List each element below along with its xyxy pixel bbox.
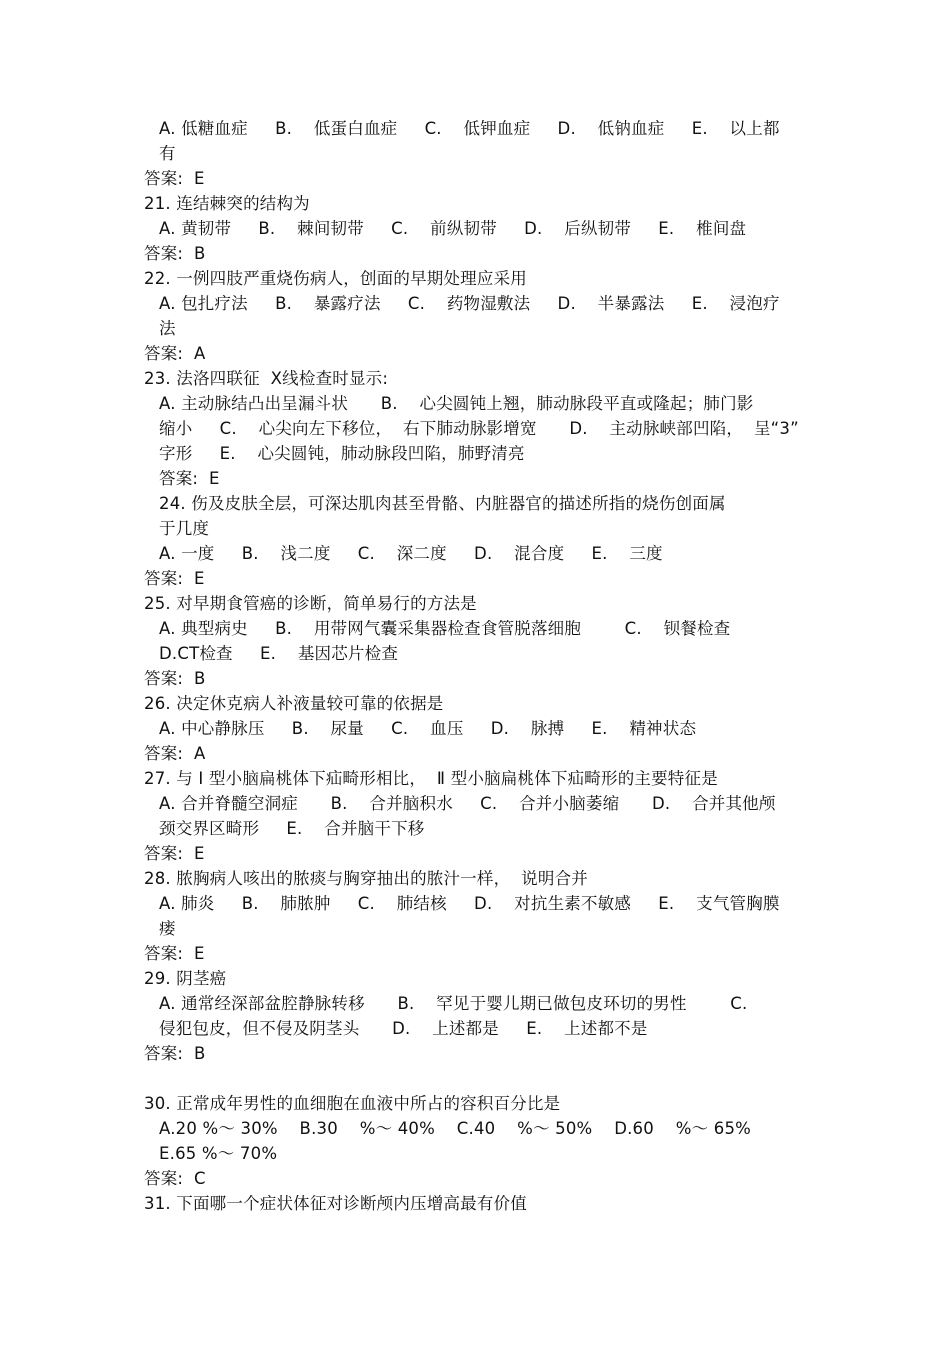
answer-line: 答案: A bbox=[144, 344, 206, 363]
question-line: 30. 正常成年男性的血细胞在血液中所占的容积百分比是 bbox=[144, 1094, 561, 1113]
question-line: 25. 对早期食管癌的诊断，简单易行的方法是 bbox=[144, 594, 477, 613]
option-line: A. 合并脊髓空洞症 B. 合并脑积水 C. 合并小脑萎缩 D. 合并其他颅 bbox=[159, 794, 776, 813]
question-line: 27. 与 Ⅰ 型小脑扁桃体下疝畸形相比， Ⅱ 型小脑扁桃体下疝畸形的主要特征是 bbox=[144, 769, 718, 788]
question-line: 31. 下面哪一个症状体征对诊断颅内压增高最有价值 bbox=[144, 1194, 527, 1213]
question-line: 21. 连结棘突的结构为 bbox=[144, 194, 310, 213]
answer-line: 答案: C bbox=[144, 1169, 206, 1188]
option-line: A. 通常经深部盆腔静脉转移 B. 罕见于婴儿期已做包皮环切的男性 C. bbox=[159, 994, 748, 1013]
option-line: 法 bbox=[159, 319, 176, 338]
option-line: A. 中心静脉压 B. 尿量 C. 血压 D. 脉搏 E. 精神状态 bbox=[159, 719, 697, 738]
question-line: 24. 伤及皮肤全层，可深达肌肉甚至骨骼、内脏器官的描述所指的烧伤创面属 bbox=[159, 494, 726, 513]
question-line: 22. 一例四肢严重烧伤病人，创面的早期处理应采用 bbox=[144, 269, 527, 288]
answer-line: 答案: A bbox=[144, 744, 206, 763]
question-line: 于几度 bbox=[159, 519, 210, 538]
question-line: 26. 决定休克病人补液量较可靠的依据是 bbox=[144, 694, 444, 713]
answer-line: 答案: B bbox=[144, 244, 206, 263]
answer-line: 答案: B bbox=[144, 1044, 206, 1063]
option-line: 颈交界区畸形 E. 合并脑干下移 bbox=[159, 819, 425, 838]
option-line: 有 bbox=[159, 144, 176, 163]
answer-line: 答案: B bbox=[144, 669, 206, 688]
option-line: A. 肺炎 B. 肺脓肿 C. 肺结核 D. 对抗生素不敏感 E. 支气管胸膜 bbox=[159, 894, 780, 913]
option-line: D.CT检查 E. 基因芯片检查 bbox=[159, 644, 399, 663]
question-line: 29. 阴茎癌 bbox=[144, 969, 227, 988]
option-line: 缩小 C. 心尖向左下移位， 右下肺动脉影增宽 D. 主动脉峡部凹陷， 呈“3” bbox=[159, 419, 799, 438]
answer-line: 答案: E bbox=[144, 169, 205, 188]
option-line: 瘘 bbox=[159, 919, 176, 938]
option-line: 字形 E. 心尖圆钝，肺动脉段凹陷，肺野清亮 bbox=[159, 444, 525, 463]
option-line: A. 主动脉结凸出呈漏斗状 B. 心尖圆钝上翘，肺动脉段平直或隆起；肺门影 bbox=[159, 394, 754, 413]
option-line: 侵犯包皮，但不侵及阴茎头 D. 上述都是 E. 上述都不是 bbox=[159, 1019, 648, 1038]
answer-line: 答案: E bbox=[159, 469, 220, 488]
answer-line: 答案: E bbox=[144, 569, 205, 588]
option-line: E.65 %～ 70% bbox=[159, 1144, 278, 1163]
option-line: A. 典型病史 B. 用带网气囊采集器检查食管脱落细胞 C. 钡餐检查 bbox=[159, 619, 731, 638]
answer-line: 答案: E bbox=[144, 944, 205, 963]
question-line: 28. 脓胸病人咳出的脓痰与胸穿抽出的脓汁一样， 说明合并 bbox=[144, 869, 588, 888]
question-line: 23. 法洛四联征 X线检查时显示: bbox=[144, 369, 389, 388]
answer-line: 答案: E bbox=[144, 844, 205, 863]
option-line: A. 黄韧带 B. 棘间韧带 C. 前纵韧带 D. 后纵韧带 E. 椎间盘 bbox=[159, 219, 747, 238]
option-line: A. 低糖血症 B. 低蛋白血症 C. 低钾血症 D. 低钠血症 E. 以上都 bbox=[159, 119, 780, 138]
option-line: A.20 %～ 30% B.30 %～ 40% C.40 %～ 50% D.60 %～ 65% bbox=[159, 1119, 752, 1138]
option-line: A. 一度 B. 浅二度 C. 深二度 D. 混合度 E. 三度 bbox=[159, 544, 663, 563]
option-line: A. 包扎疗法 B. 暴露疗法 C. 药物湿敷法 D. 半暴露法 E. 浸泡疗 bbox=[159, 294, 780, 313]
